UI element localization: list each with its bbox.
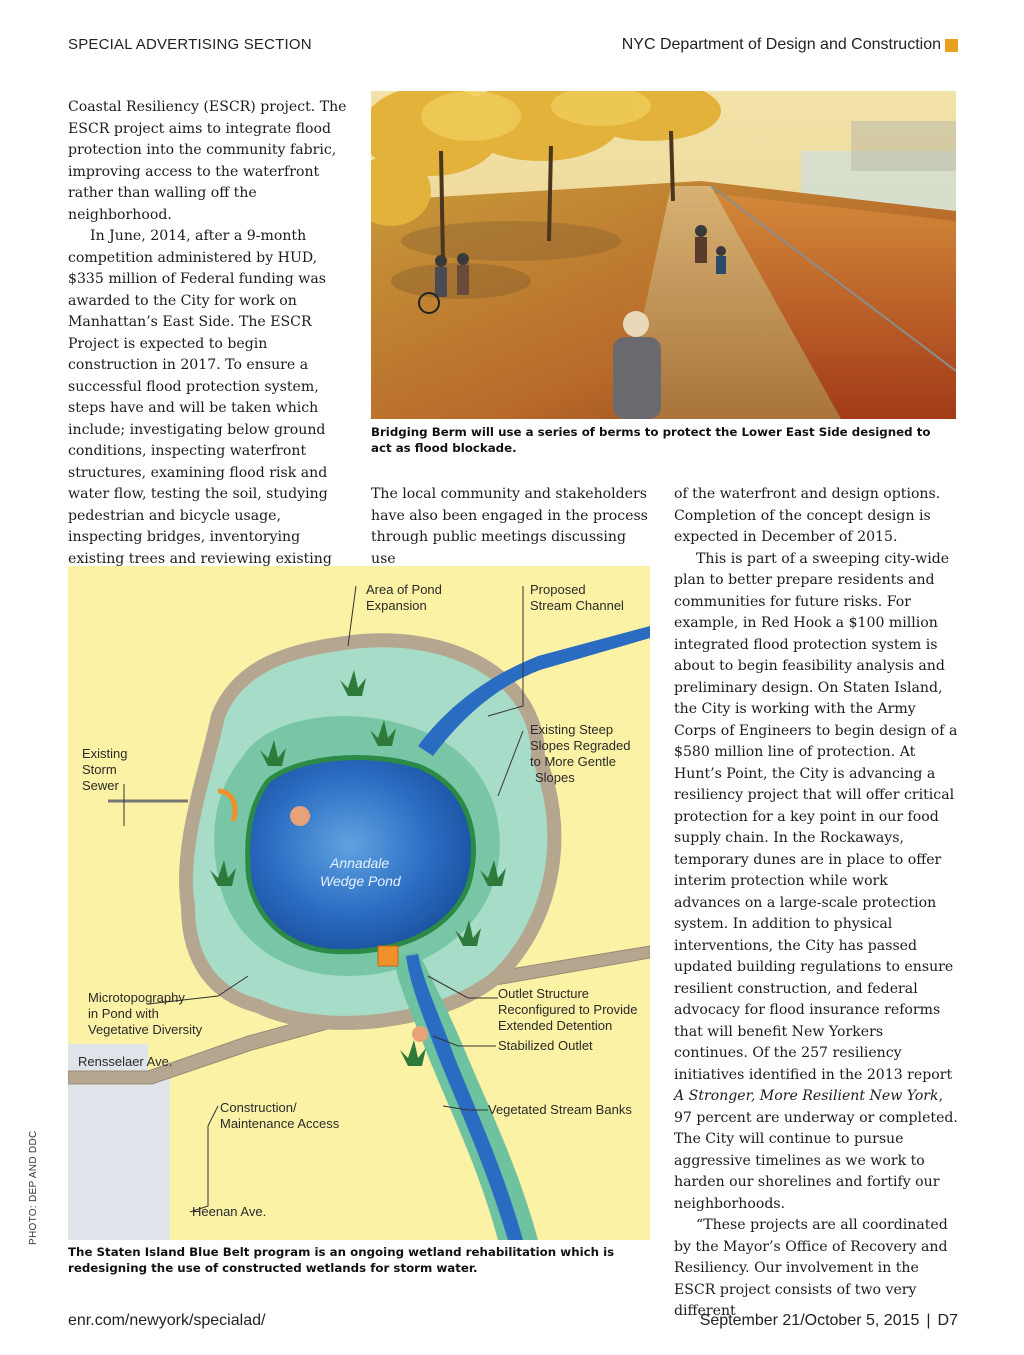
column-1 bbox=[68, 97, 352, 592]
blue-belt-map bbox=[68, 566, 650, 1240]
footer-url[interactable]: enr.com/newyork/specialad/ bbox=[68, 1312, 266, 1329]
map-label: Stabilized Outlet bbox=[498, 1038, 593, 1053]
column-2 bbox=[371, 484, 651, 570]
page-number: D7 bbox=[937, 1312, 958, 1329]
paragraph: The local community and stakeholders have also been engaged in the process through public meetings discussing use bbox=[371, 486, 648, 567]
map-label: Sewer bbox=[82, 778, 119, 793]
map-label: Stream Channel bbox=[530, 598, 624, 613]
section-label: SPECIAL ADVERTISING SECTION bbox=[68, 36, 312, 53]
map-label: Outlet Structure bbox=[498, 986, 590, 1001]
paragraph bbox=[674, 549, 958, 1216]
map-label: Vegetative Diversity bbox=[88, 1022, 203, 1037]
blue-belt-map-illustration bbox=[68, 566, 650, 1240]
map-label: Rensselaer Ave. bbox=[78, 1054, 173, 1069]
map-label: Storm bbox=[82, 762, 117, 777]
issue-date: September 21/October 5, 2015 bbox=[699, 1312, 920, 1329]
publisher-header bbox=[622, 36, 958, 54]
column-3 bbox=[674, 484, 958, 1323]
map-label: Extended Detention bbox=[498, 1018, 613, 1033]
footer-info bbox=[700, 1312, 958, 1330]
publisher-name: NYC Department of Design and Construction bbox=[621, 36, 941, 53]
map-label: Maintenance Access bbox=[220, 1116, 340, 1131]
map-label: Existing bbox=[82, 746, 128, 761]
map-label: Heenan Ave. bbox=[192, 1204, 267, 1219]
paragraph-text: This is part of a sweeping city-wide plan to better prepare residents and communities for future risks. For example, in Red Hook a $100 million integrated flood protection system is about to begin feasibility analysis and preliminary design. On Staten Island, the City is working with the Army Corps of Engineers to begin design of a $580 million line of protection. At Hunt’s Point, the City is advancing a resiliency project that will offer critical protection for a key point in our food supply chain. In the Rockaways, temporary dunes are in place to offer interim protection while work advances on a large-scale protection system. In addition to physical interventions, the City has passed updated building regulations to ensure resilient construction, and federal advocacy for flood insurance reforms that will benefit New Yorkers continues. Of the 257 resiliency initiatives identified in the 2013 report bbox=[674, 550, 958, 1083]
berm-rendering-image bbox=[371, 91, 956, 419]
map-label: Microtopography bbox=[88, 990, 185, 1005]
accent-square-icon bbox=[945, 39, 958, 52]
pond-label: Annadale bbox=[330, 855, 390, 871]
map-label: Expansion bbox=[366, 598, 427, 613]
footer-separator: | bbox=[926, 1312, 931, 1329]
paragraph: of the waterfront and design options. Completion of the concept design is expected in December of 2015. bbox=[674, 486, 941, 545]
report-title: A Stronger, More Resilient New York bbox=[674, 1088, 939, 1104]
map-label: Area of Pond bbox=[366, 582, 442, 597]
map-label: Slopes bbox=[535, 770, 575, 785]
paragraph-text: , 97 percent are underway or completed. The City will continue to pursue aggressive timelines as we work to harden our shorelines and fortify our neighborhoods. bbox=[674, 1088, 958, 1212]
photo-credit: PHOTO: DEP AND DDC bbox=[28, 1130, 39, 1245]
photo-caption: Bridging Berm will use a series of berms to protect the Lower East Side designed to act as flood blockade. bbox=[371, 425, 931, 455]
map-label: Vegetated Stream Banks bbox=[488, 1102, 632, 1117]
map-label: in Pond with bbox=[88, 1006, 159, 1021]
map-label: Proposed bbox=[530, 582, 586, 597]
map-label: Slopes Regraded bbox=[530, 738, 631, 753]
pond-label: Wedge Pond bbox=[320, 873, 401, 889]
map-caption: The Staten Island Blue Belt program is an ongoing wetland rehabilitation which is redesigning the use of constructed wetlands for storm water. bbox=[68, 1245, 615, 1275]
map-label: Construction/ bbox=[220, 1100, 297, 1115]
map-label: Existing Steep bbox=[530, 722, 614, 737]
map-label: to More Gentle bbox=[530, 754, 616, 769]
paragraph: Coastal Resiliency (ESCR) project. The ESCR project aims to integrate flood protection into the community fabric, improving access to the waterfront rather than walling off the neighborhood. bbox=[68, 99, 347, 223]
map-label: Reconfigured to Provide bbox=[498, 1002, 638, 1017]
paragraph: “These projects are all coordinated by the Mayor’s Office of Recovery and Resiliency. Our involvement in the ESCR project consists of two very different bbox=[674, 1217, 948, 1319]
paragraph: In June, 2014, after a 9-month competition administered by HUD, $335 million of Federal funding was awarded to the City for work on Manhattan’s East Side. The ESCR Project is expected to begin construction in 2017. To ensure a successful flood protection system, steps have and will be taken which include; investigating below ground conditions, inspecting waterfront structures, examining flood risk and water flow, testing the soil, studying pedestrian and bicycle usage, inspecting bridges, inventorying existing trees and reviewing existing bbox=[68, 228, 332, 567]
berm-rendering-illustration bbox=[371, 91, 956, 419]
